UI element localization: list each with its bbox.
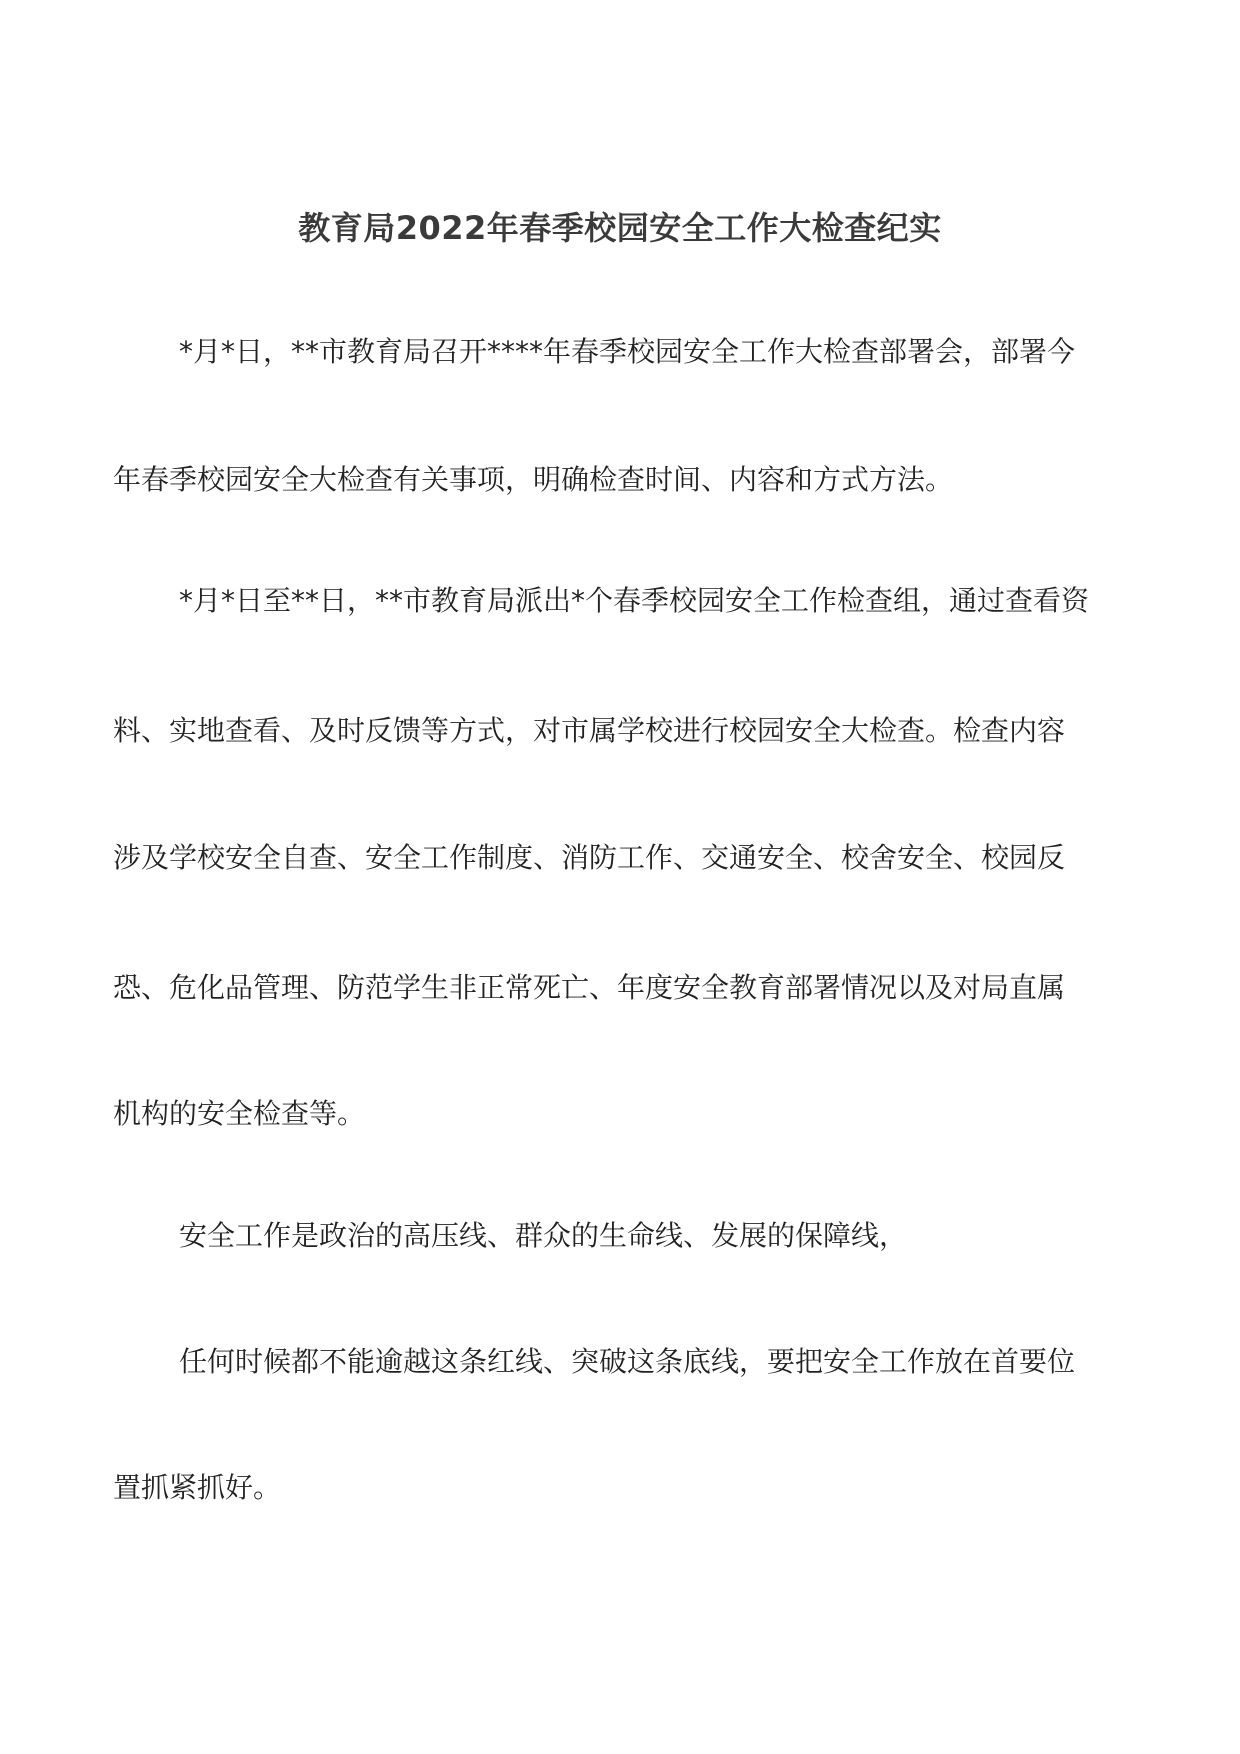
paragraph-3-line-1: 安全工作是政治的高压线、群众的生命线、发展的保障线， [179, 1219, 908, 1252]
paragraph-2-line-5: 机构的安全检查等。 [113, 1097, 366, 1130]
paragraph-2-line-3: 涉及学校安全自查、安全工作制度、消防工作、交通安全、校舍安全、校园反 [113, 841, 1066, 874]
paragraph-2-line-4: 恐、危化品管理、防范学生非正常死亡、年度安全教育部署情况以及对局直属 [113, 971, 1066, 1004]
paragraph-2-line-2: 料、实地查看、及时反馈等方式，对市属学校进行校园安全大检查。检查内容 [113, 714, 1066, 747]
paragraph-4-line-1: 任何时候都不能逾越这条红线、突破这条底线，要把安全工作放在首要位 [179, 1345, 1076, 1378]
paragraph-2-line-1: *月*日至**日，**市教育局派出*个春季校园安全工作检查组，通过查看资 [179, 584, 1090, 617]
paragraph-4-line-2: 置抓紧抓好。 [113, 1471, 282, 1504]
document-title: 教育局2022年春季校园安全工作大检查纪实 [298, 209, 942, 247]
paragraph-1-line-1: *月*日，**市教育局召开****年春季校园安全工作大检查部署会，部署今 [179, 335, 1076, 368]
paragraph-1-line-2: 年春季校园安全大检查有关事项，明确检查时间、内容和方式方法。 [113, 463, 954, 496]
